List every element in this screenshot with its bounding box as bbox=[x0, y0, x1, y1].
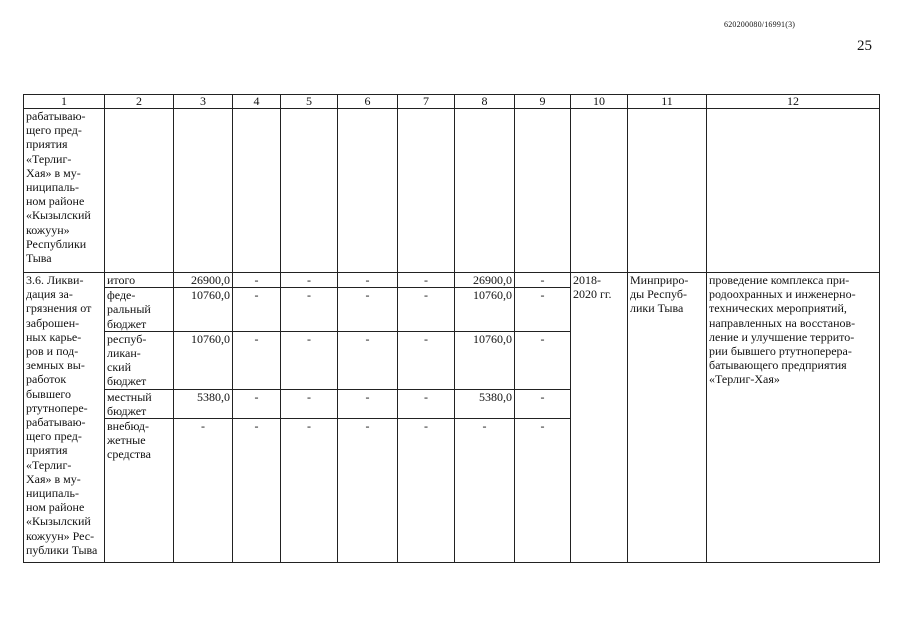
column-header: 9 bbox=[515, 95, 571, 109]
value-cell: - bbox=[515, 389, 571, 418]
value-cell: - bbox=[338, 389, 398, 418]
document-id: 620200080/16991(3) bbox=[724, 20, 796, 29]
value-cell: - bbox=[455, 419, 515, 563]
value-cell: - bbox=[398, 273, 455, 288]
value-cell: 5380,0 bbox=[455, 389, 515, 418]
value-cell: - bbox=[515, 419, 571, 563]
funding-source: итого bbox=[105, 273, 174, 288]
value-cell: - bbox=[515, 288, 571, 332]
funding-source: феде- ральный бюджет bbox=[105, 288, 174, 332]
program-table bbox=[23, 94, 880, 563]
column-header: 10 bbox=[571, 95, 628, 109]
item-name: 3.6. Ликви- дация за- грязнения от заброшен- ных карье- ров и под- земных вы- работок бывшего ртутнопере- рабатываю- щего пред- приятия «Терлиг- Хая» в му- ниципаль- ном районе «Кызылский кожуун» Рес- публики Тыва bbox=[24, 273, 105, 563]
period-cell: 2018- 2020 гг. bbox=[571, 273, 628, 563]
value-cell: - bbox=[281, 389, 338, 418]
value-cell: - bbox=[338, 331, 398, 389]
column-header: 7 bbox=[398, 95, 455, 109]
column-header: 6 bbox=[338, 95, 398, 109]
column-header: 3 bbox=[174, 95, 233, 109]
column-header: 8 bbox=[455, 95, 515, 109]
value-cell: - bbox=[338, 288, 398, 332]
funding-source: местный бюджет bbox=[105, 389, 174, 418]
value-cell: - bbox=[233, 288, 281, 332]
value-cell: 10760,0 bbox=[455, 331, 515, 389]
value-cell: - bbox=[515, 331, 571, 389]
column-header: 11 bbox=[628, 95, 707, 109]
value-cell: - bbox=[174, 419, 233, 563]
value-cell: 26900,0 bbox=[174, 273, 233, 288]
funding-source: респуб- ликан- ский бюджет bbox=[105, 331, 174, 389]
value-cell: - bbox=[233, 273, 281, 288]
value-cell: 5380,0 bbox=[174, 389, 233, 418]
continued-item-name: рабатываю- щего пред- приятия «Терлиг- Хая» в му- ниципаль- ном районе «Кызылский кожуун» Республики Тыва bbox=[24, 109, 105, 273]
column-header: 1 bbox=[24, 95, 105, 109]
value-cell: - bbox=[398, 331, 455, 389]
value-cell: - bbox=[281, 419, 338, 563]
value-cell: 10760,0 bbox=[455, 288, 515, 332]
executor-cell: Минприро- ды Респуб- лики Тыва bbox=[628, 273, 707, 563]
value-cell: - bbox=[398, 288, 455, 332]
funding-source: внебюд- жетные средства bbox=[105, 419, 174, 563]
value-cell: - bbox=[233, 419, 281, 563]
value-cell: 10760,0 bbox=[174, 331, 233, 389]
value-cell: - bbox=[281, 288, 338, 332]
column-header: 5 bbox=[281, 95, 338, 109]
value-cell: - bbox=[338, 419, 398, 563]
continued-row bbox=[24, 109, 880, 273]
column-number-row bbox=[24, 95, 880, 109]
value-cell: - bbox=[233, 389, 281, 418]
page-number: 25 bbox=[857, 38, 872, 54]
value-cell: - bbox=[233, 331, 281, 389]
value-cell: - bbox=[398, 419, 455, 563]
value-cell: 26900,0 bbox=[455, 273, 515, 288]
value-cell: - bbox=[281, 331, 338, 389]
value-cell: - bbox=[398, 389, 455, 418]
value-cell: - bbox=[338, 273, 398, 288]
value-cell: - bbox=[281, 273, 338, 288]
value-cell: - bbox=[515, 273, 571, 288]
value-cell: 10760,0 bbox=[174, 288, 233, 332]
result-cell: проведение комплекса при- родоохранных и инженерно- технических мероприятий, направленных на восстанов- ление и улучшение террито- рии бывшего ртутноперера- батывающего предприятия «Терлиг-Хая» bbox=[707, 273, 880, 563]
column-header: 4 bbox=[233, 95, 281, 109]
column-header: 12 bbox=[707, 95, 880, 109]
column-header: 2 bbox=[105, 95, 174, 109]
table-row bbox=[24, 273, 880, 288]
